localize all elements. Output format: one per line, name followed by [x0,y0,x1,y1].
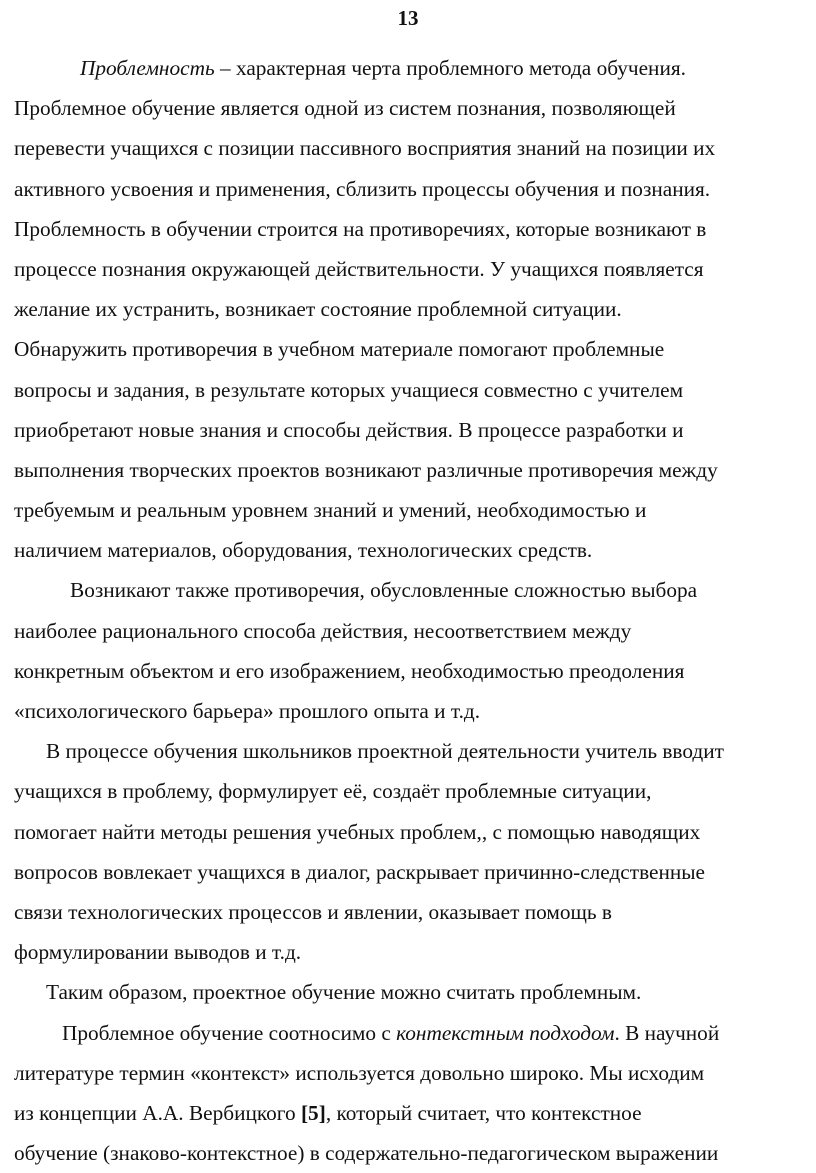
text-line [14,370,786,410]
text-line [14,48,786,88]
text-line [14,329,786,369]
text-span: выполнения творческих проектов возникают различные противоречия между [14,457,718,482]
text-line [14,852,786,892]
text-span: связи технологических процессов и явлении, оказывает помощь в [14,899,612,924]
text-line [14,249,786,289]
text-line [14,611,786,651]
page-number: 13 [397,6,419,30]
text-span: литературе термин «контекст» используется довольно широко. Мы исходим [14,1060,705,1085]
text-span: Проблемное обучение соотносимо с [62,1020,397,1045]
text-span: перевести учащихся с позиции пассивного восприятия знаний на позиции их [14,136,716,161]
text-line [14,410,786,450]
italic-text: контекстным подходом [396,1020,615,1045]
text-span: – характерная черта проблемного метода обучения. [214,56,686,80]
text-span: обучение (знаково-контекстное) в содержательно-педагогическом выражении [14,1141,719,1166]
text-span: вопросов вовлекает учащихся в диалог, раскрывает причинно-следственные [14,859,706,884]
text-span: формулировании выводов и т.д. [14,940,302,965]
text-line [14,731,786,771]
text-line [14,450,786,490]
text-line [14,651,786,691]
text-line [14,530,786,570]
text-line [14,932,786,972]
text-span: конкретным объектом и его изображением, необходимостью преодоления [14,658,685,683]
text-span: Возникают также противоречия, обусловленные сложностью выбора [70,578,698,603]
text-span: активного усвоения и применения, сблизить процессы обучения и познания. [14,176,711,201]
text-span: приобретают новые знания и способы действия. В процессе разработки и [14,417,684,442]
text-line [14,771,786,811]
text-span: учащихся в проблему, формулирует её, создаёт проблемные ситуации, [14,779,652,804]
text-span: помогает найти методы решения учебных проблем,, с помощью наводящих [14,819,701,844]
text-span: Обнаружить противоречия в учебном материале помогают проблемные [14,337,665,362]
citation-ref: [5] [300,1100,326,1125]
body-text [14,48,786,1173]
text-line [14,289,786,329]
text-span: желание их устранить, возникает состояние проблемной ситуации. [14,297,622,322]
text-line [14,1053,786,1093]
text-span: , который считает, что контекстное [325,1100,642,1125]
text-line [14,892,786,932]
text-span: процессе познания окружающей действительности. У учащихся появляется [14,256,704,281]
text-line [14,209,786,249]
text-line [14,169,786,209]
text-span: наличием материалов, оборудования, технологических средств. [14,538,593,563]
text-line [14,128,786,168]
text-line [14,812,786,852]
text-line [14,1013,786,1053]
italic-text: Проблемность [80,56,215,80]
text-span: . В научной [614,1020,720,1045]
text-line [14,88,786,128]
text-line [14,691,786,731]
text-line [14,570,786,610]
text-line [14,972,786,1012]
text-span: В процессе обучения школьников проектной деятельности учитель вводит [46,739,724,764]
text-span: наиболее рационального способа действия, несоответствием между [14,618,632,643]
text-line [14,490,786,530]
text-span: из концепции А.А. Вербицкого [14,1100,301,1125]
text-line [14,1093,786,1133]
text-span: требуемым и реальным уровнем знаний и умений, необходимостью и [14,498,647,523]
text-span: Таким образом, проектное обучение можно считать проблемным. [46,980,642,1005]
text-span: «психологического барьера» прошлого опыта и т.д. [14,699,481,723]
text-line [14,1133,786,1173]
text-span: Проблемное обучение является одной из систем познания, позволяющей [14,96,676,121]
text-span: вопросы и задания, в результате которых учащиеся совместно с учителем [14,377,684,402]
text-span: Проблемность в обучении строится на противоречиях, которые возникают в [14,216,707,241]
